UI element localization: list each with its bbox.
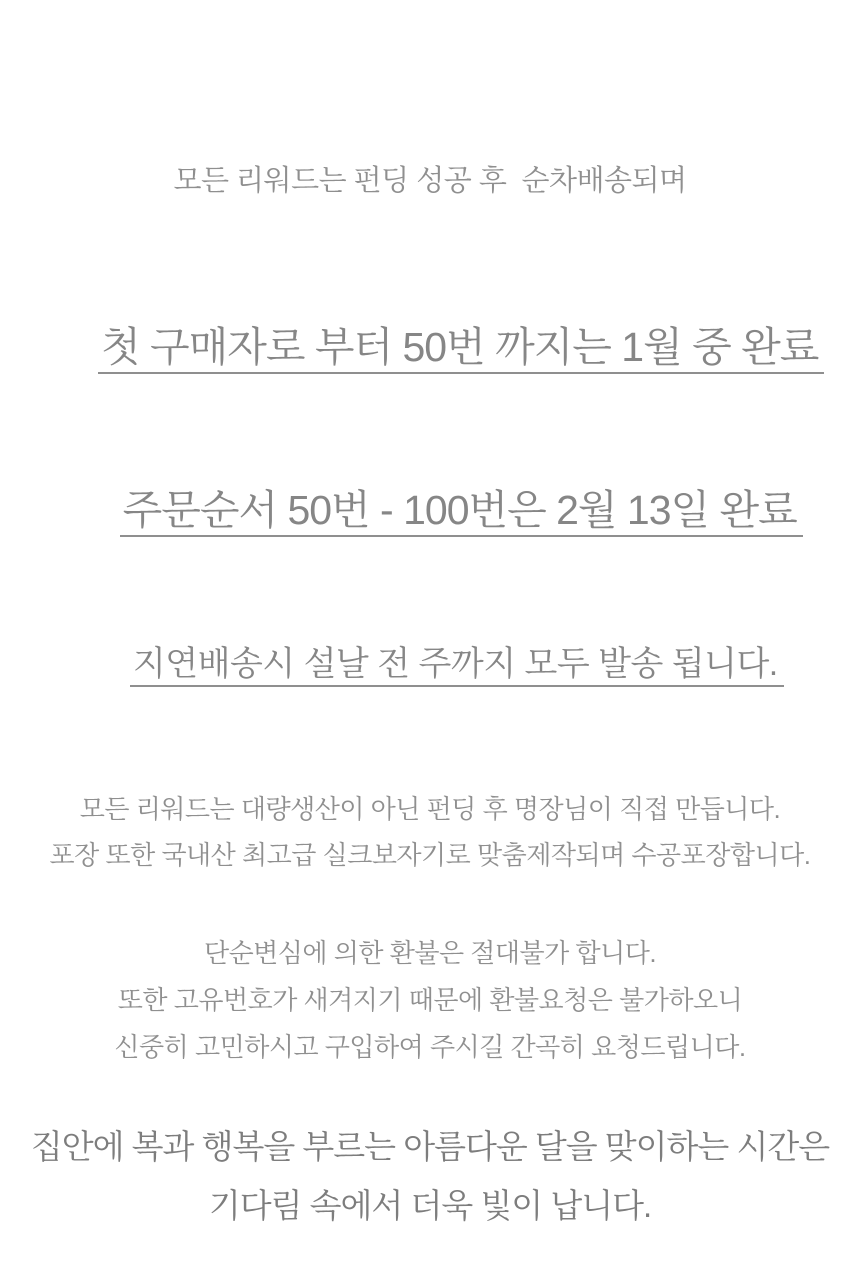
refund-policy-line-2: 또한 고유번호가 새겨지기 때문에 환불요청은 불가하오니 (117, 985, 743, 1015)
closing-message-line-1: 집안에 복과 행복을 부르는 아름다운 달을 맞이하는 시간은 (30, 1128, 830, 1165)
closing-message-line-2: 기다림 속에서 더욱 빛이 납니다. (208, 1187, 652, 1224)
production-info-line-2: 포장 또한 국내산 최고급 실크보자기로 맞춤제작되며 수공포장합니다. (49, 840, 811, 870)
schedule-line-first-50 (0, 286, 860, 415)
refund-policy-block (0, 940, 860, 1060)
production-info-block (0, 796, 860, 868)
schedule-line-delay-text: 지연배송시 설날 전 주까지 모두 발송 됩니다. (130, 647, 784, 687)
production-info-line-1: 모든 리워드는 대량생산이 아닌 펀딩 후 명장님이 직접 만듭니다. (79, 794, 781, 824)
schedule-line-first-50-text: 첫 구매자로 부터 50번 까지는 1월 중 완료 (98, 327, 824, 374)
schedule-line-50-to-100 (0, 449, 860, 578)
shipping-notice-line: 모든 리워드는 펀딩 성공 후 순차배송되며 (173, 165, 687, 197)
refund-policy-line-1: 단순변심에 의한 환불은 절대불가 합니다. (203, 938, 657, 968)
schedule-line-50-to-100-text: 주문순서 50번 - 100번은 2월 13일 완료 (120, 490, 803, 537)
refund-policy-line-3: 신중히 고민하시고 구입하여 주시길 간곡히 요청드립니다. (114, 1032, 746, 1062)
closing-message-block (0, 1130, 860, 1222)
notice-page (0, 167, 860, 1267)
shipping-schedule-block (0, 286, 860, 721)
schedule-line-delay (0, 613, 860, 721)
